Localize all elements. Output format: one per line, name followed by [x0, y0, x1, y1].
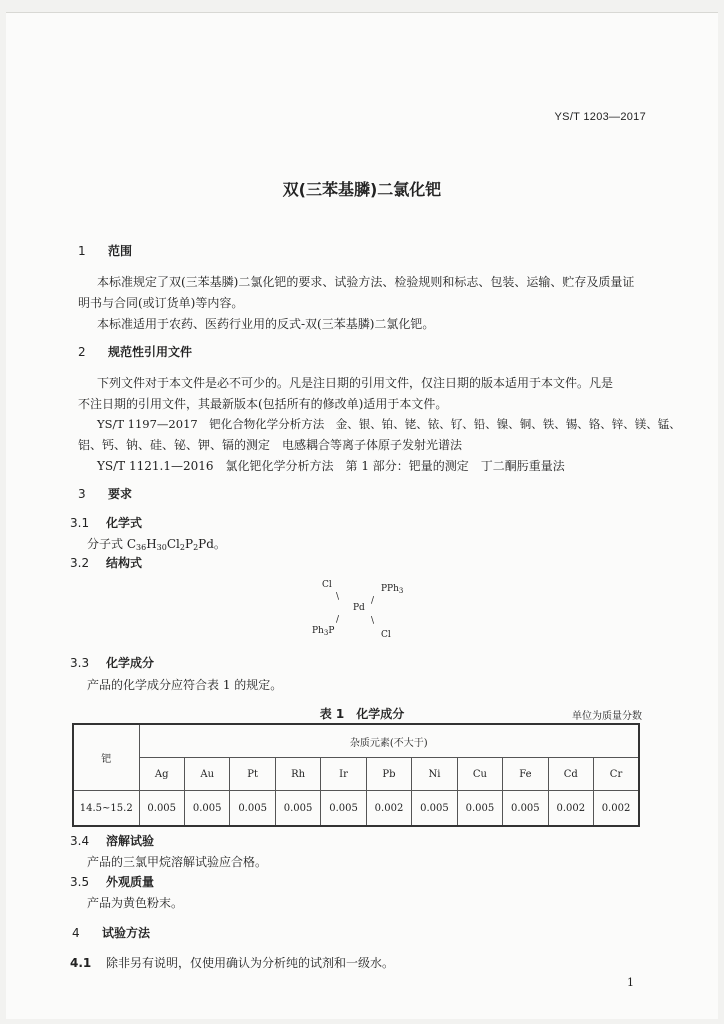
limit-cell: 0.005	[275, 791, 320, 827]
section-title: 外观质量	[106, 875, 155, 889]
section-2-heading	[78, 343, 192, 360]
limit-cell: 0.002	[594, 791, 639, 827]
section-number: 4.1	[70, 956, 92, 970]
section-title: 规范性引用文件	[108, 345, 193, 359]
struct-pph3: PPh$_3$	[381, 584, 404, 595]
section-3-heading	[78, 485, 132, 502]
limit-cell: 0.005	[230, 791, 275, 827]
section-number: 3.5	[70, 875, 90, 889]
limit-cell: 0.002	[366, 791, 411, 827]
section-title: 范围	[108, 244, 133, 258]
paragraph: 不注日期的引用文件，其最新版本(包括所有的修改单)适用于本文件。	[78, 397, 448, 411]
section-4-1	[70, 954, 394, 971]
paragraph: 本标准适用于农药、医药行业用的反式-双(三苯基膦)二氯化钯。	[97, 317, 435, 331]
reference-item: YS/T 1197—2017 钯化合物化学分析方法 金、银、铂、铑、铱、钌、铅、镍、铜、铁、锡、铬、锌、镁、锰、	[97, 417, 681, 431]
document-title: 双(三苯基膦)二氯化钯	[282, 180, 442, 199]
struct-bond: /	[371, 596, 375, 606]
section-title: 化学式	[106, 516, 143, 530]
section-4-heading	[72, 924, 150, 941]
struct-cl-bottom: Cl	[381, 630, 391, 640]
element-header: Cr	[594, 758, 639, 791]
paragraph: 明书与合同(或订货单)等内容。	[78, 296, 244, 310]
element-header: Fe	[503, 758, 548, 791]
element-header: Rh	[275, 758, 320, 791]
element-header: Cu	[457, 758, 502, 791]
element-header: Ir	[321, 758, 366, 791]
section-number: 2	[78, 345, 86, 359]
element-header: Ag	[139, 758, 184, 791]
section-title: 溶解试验	[106, 834, 155, 848]
limit-cell: 0.002	[548, 791, 593, 827]
limit-cell: 0.005	[457, 791, 502, 827]
chemical-composition-table	[72, 723, 640, 827]
struct-cl-top: Cl	[322, 580, 332, 590]
paragraph: 除非另有说明，仅使用确认为分析纯的试剂和一级水。	[106, 956, 395, 970]
standard-id: YS/T 1203—2017	[554, 111, 646, 123]
table-unit: 单位为质量分数	[572, 711, 642, 722]
struct-bond: \	[371, 616, 375, 626]
section-number: 1	[78, 244, 86, 258]
section-title: 化学成分	[106, 656, 155, 670]
section-number: 3.3	[70, 656, 90, 670]
paragraph: 产品的化学成分应符合表 1 的规定。	[87, 678, 283, 692]
reference-item: YS/T 1121.1—2016 氯化钯化学分析方法 第 1 部分：钯量的测定 丁二酮肟重量法	[97, 459, 565, 473]
section-3-1-heading	[70, 514, 142, 531]
section-3-4-heading	[70, 832, 154, 849]
impurity-header-cell: 杂质元素(不大于)	[139, 724, 639, 758]
struct-bond: /	[336, 615, 340, 625]
table-caption: 表 1 化学成分	[319, 707, 405, 721]
pd-header-cell: 钯	[73, 724, 139, 791]
element-header: Ni	[412, 758, 457, 791]
limit-cell: 0.005	[184, 791, 229, 827]
molecular-formula: 分子式 $C_{36}H_{30}Cl_2P_2Pd$。	[87, 537, 226, 552]
section-3-5-heading	[70, 873, 154, 890]
page-number: 1	[627, 976, 634, 989]
section-title: 结构式	[106, 556, 143, 570]
section-number: 3.1	[70, 516, 90, 530]
section-3-3-heading	[70, 654, 154, 671]
struct-bond: \	[336, 592, 340, 602]
paragraph: 产品为黄色粉末。	[87, 896, 184, 910]
limit-cell: 0.005	[412, 791, 457, 827]
paragraph: 本标准规定了双(三苯基膦)二氯化钯的要求、试验方法、检验规则和标志、包装、运输、贮存及质量证	[97, 275, 635, 289]
paragraph: 产品的三氯甲烷溶解试验应合格。	[87, 855, 268, 869]
section-3-2-heading	[70, 554, 142, 571]
section-number: 3.2	[70, 556, 90, 570]
struct-ph3p: $Ph_3P$	[312, 626, 335, 637]
element-header: Cd	[548, 758, 593, 791]
element-header: Pb	[366, 758, 411, 791]
section-title: 要求	[108, 487, 133, 501]
pd-value-cell: 14.5~15.2	[73, 791, 139, 827]
section-title: 试验方法	[102, 926, 151, 940]
reference-item: 铝、钙、钠、硅、铋、钾、镉的测定 电感耦合等离子体原子发射光谱法	[78, 438, 463, 452]
element-header: Au	[184, 758, 229, 791]
section-number: 3	[78, 487, 86, 501]
table-row	[73, 791, 639, 827]
section-1-heading	[78, 242, 132, 259]
section-number: 3.4	[70, 834, 90, 848]
limit-cell: 0.005	[321, 791, 366, 827]
element-header: Pt	[230, 758, 275, 791]
limit-cell: 0.005	[139, 791, 184, 827]
section-number: 4	[72, 926, 80, 940]
limit-cell: 0.005	[503, 791, 548, 827]
struct-pd: Pd	[353, 603, 365, 613]
paragraph: 下列文件对于本文件是必不可少的。凡是注日期的引用文件，仅注日期的版本适用于本文件。凡是	[97, 376, 614, 390]
